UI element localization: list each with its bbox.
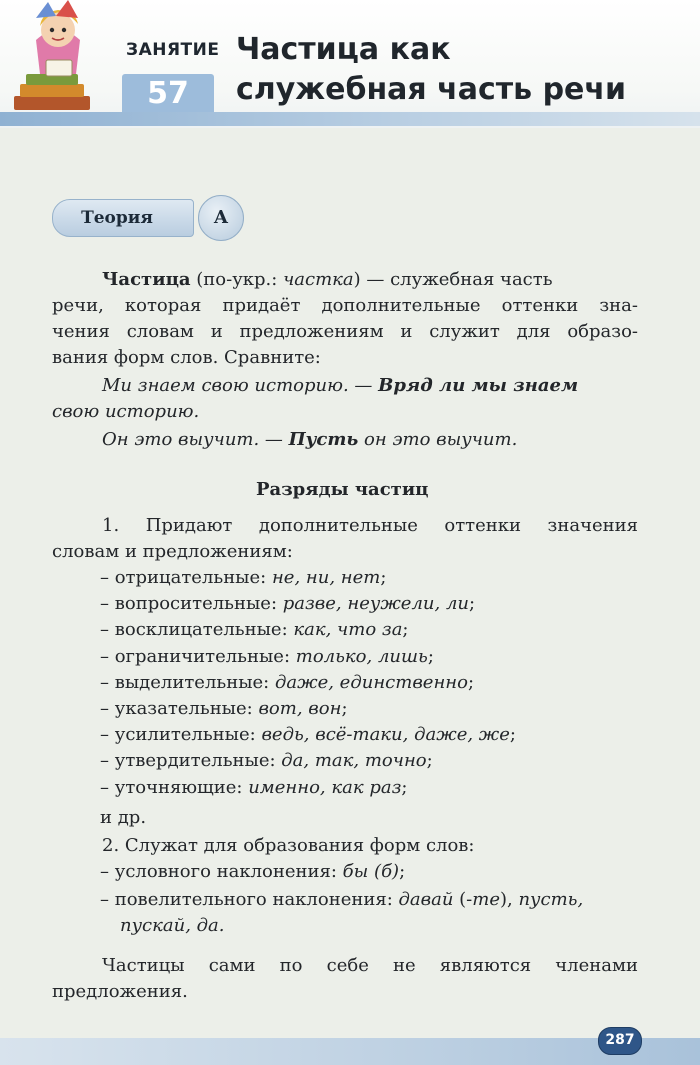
example-1-continuation: свою историю. (52, 401, 200, 422)
definition-line-1: Частица (по-укр.: частка) — служебная часть (102, 269, 553, 290)
definition-line-3: чения словам и предложениям и служит для образо- (52, 321, 638, 342)
etc-label: и др. (100, 807, 147, 828)
list-item: – усилительные: ведь, всё-таки, даже, же; (100, 724, 516, 745)
page-number: 287 (605, 1032, 635, 1048)
list-item: – ограничительные: только, лишь; (100, 646, 434, 667)
list-item: – утвердительные: да, так, точно; (100, 750, 433, 771)
list-item: – указательные: вот, вон; (100, 698, 348, 719)
list-item: – вопросительные: разве, неужели, ли; (100, 593, 476, 614)
example-1: Ми знаем свою историю. — Вряд ли мы знаем (102, 375, 579, 396)
conclusion-line-2: предложения. (52, 981, 188, 1002)
lesson-word: ЗАНЯТИЕ (126, 40, 220, 60)
lesson-number: 57 (147, 76, 189, 111)
theory-tab (52, 199, 194, 237)
list-item: – восклицательные: как, что за; (100, 619, 409, 640)
group-1-title-cont: словам и предложениям: (52, 541, 293, 562)
definition-line-4: вания форм слов. Сравните: (52, 347, 321, 368)
group-1-title: 1. Придают дополнительные оттенки значения (102, 515, 638, 536)
mascot-illustration (6, 0, 116, 115)
conclusion-line-1: Частицы сами по себе не являются членами (102, 955, 638, 976)
section-heading: Разряды частиц (256, 479, 429, 500)
header-band (0, 112, 700, 126)
example-2: Он это выучит. — Пусть он это выучит. (102, 429, 518, 450)
lesson-title-line-2: служебная часть речи (236, 72, 626, 107)
imperative-mood-item: – повелительного наклонения: давай (-те), пусть, (100, 889, 584, 910)
page-header (0, 0, 700, 128)
list-item: – выделительные: даже, единственно; (100, 672, 475, 693)
imperative-mood-item-cont: пускай, да. (120, 915, 225, 936)
conditional-mood-item: – условного наклонения: бы (б); (100, 861, 406, 882)
level-badge (198, 195, 244, 241)
lesson-title-line-1: Частица как (236, 32, 451, 67)
lesson-number-badge (122, 74, 214, 116)
ukr-term: частка (283, 269, 354, 290)
level-letter: А (213, 207, 229, 228)
page-footer-band (0, 1038, 700, 1065)
definition-line-2: речи, которая придаёт дополнительные оттенки зна- (52, 295, 638, 316)
term-particle: Частица (102, 269, 191, 290)
group-2-title: 2. Служат для образования форм слов: (102, 835, 475, 856)
list-item: – уточняющие: именно, как раз; (100, 777, 408, 798)
theory-label: Теория (81, 208, 153, 228)
page-number-badge (598, 1027, 642, 1055)
list-item: – отрицательные: не, ни, нет; (100, 567, 387, 588)
